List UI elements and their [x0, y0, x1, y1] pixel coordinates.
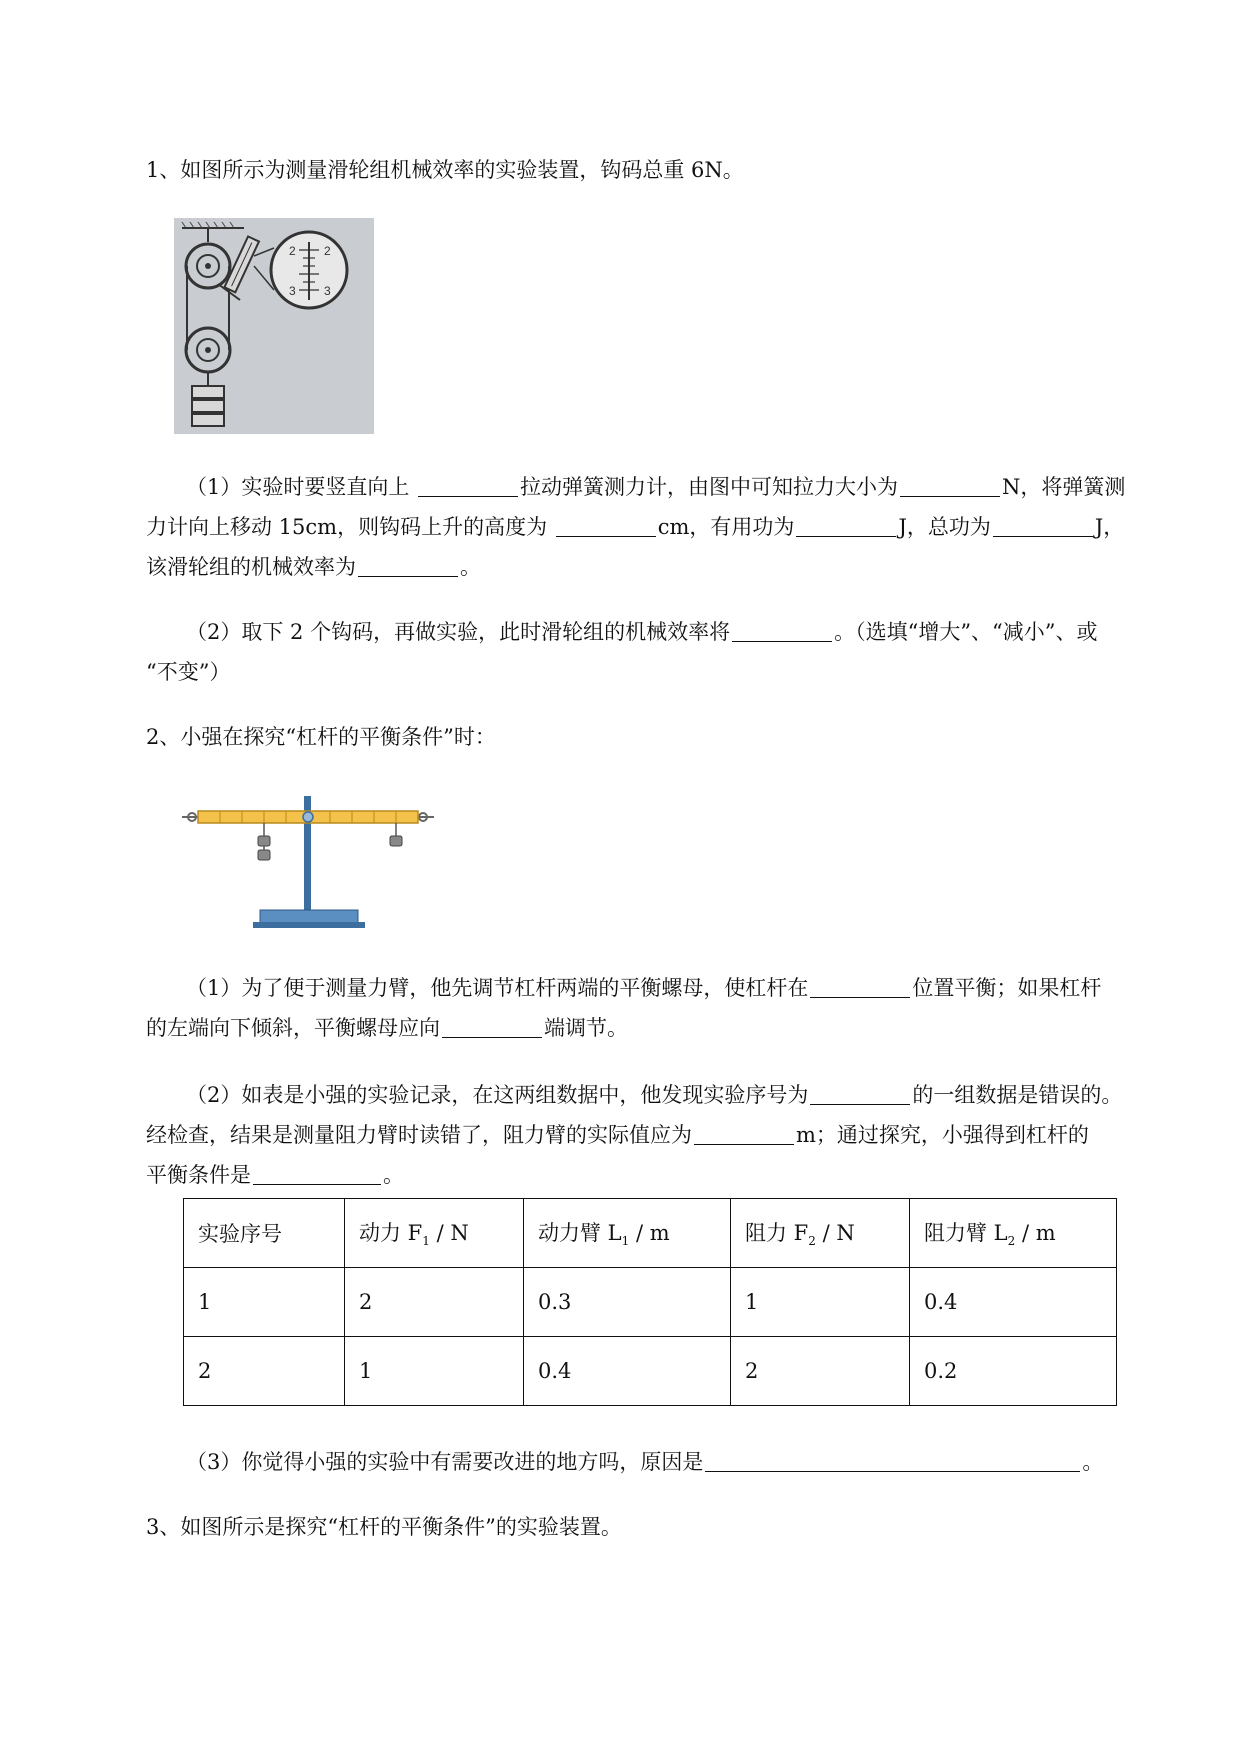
q1-title: 1、如图所示为测量滑轮组机械效率的实验装置，钩码总重 6N。 [146, 158, 744, 182]
text: 该滑轮组的机械效率为 [146, 555, 356, 579]
q2-title: 2、小强在探究“杠杆的平衡条件”时： [146, 725, 496, 749]
q1-part2-line1 [186, 617, 1098, 647]
table-cell: 1 [184, 1268, 345, 1337]
q2-part2-line3 [146, 1160, 404, 1190]
text: 。 [1082, 1450, 1104, 1474]
q2-part2-line2 [146, 1120, 1089, 1150]
lever-figure [178, 790, 440, 938]
answer-blank[interactable] [993, 516, 1093, 537]
answer-blank[interactable] [442, 1017, 542, 1038]
table-cell: 1 [731, 1268, 910, 1337]
table-row [184, 1268, 1117, 1337]
text: （1）为了便于测量力臂，他先调节杠杆两端的平衡螺母，使杠杆在 [186, 976, 809, 1000]
q1-part1-line3 [146, 552, 481, 582]
answer-blank[interactable] [705, 1451, 1080, 1472]
table-header-cell: 动力臂 $L_1$ / m [524, 1199, 731, 1268]
answer-blank[interactable] [810, 977, 910, 998]
text: 端调节。 [544, 1016, 628, 1040]
text: 位置平衡；如果杠杆 [912, 976, 1102, 1000]
scale-label: 2 [324, 244, 331, 258]
q3-title: 3、如图所示是探究“杠杆的平衡条件”的实验装置。 [146, 1515, 622, 1539]
text: 力计向上移动 15cm，则钩码上升的高度为 [146, 515, 554, 539]
text: J，总功为 [898, 515, 991, 539]
text: “不变”） [146, 660, 231, 684]
scale-label: 3 [324, 284, 331, 298]
scale-label: 3 [289, 284, 296, 298]
answer-blank[interactable] [810, 1084, 910, 1105]
table-cell: 2 [184, 1337, 345, 1406]
answer-blank[interactable] [796, 516, 896, 537]
answer-blank[interactable] [418, 476, 518, 497]
text: 。（选填“增大”、“减小”、或 [834, 620, 1098, 644]
text: （3）你觉得小强的实验中有需要改进的地方吗，原因是 [186, 1450, 704, 1474]
experiment-table [183, 1198, 1117, 1406]
q1-part1-line1 [186, 472, 1125, 502]
table-header-cell: 阻力臂 $L_2$ / m [910, 1199, 1117, 1268]
text: 的左端向下倾斜，平衡螺母应向 [146, 1016, 440, 1040]
q1-part2-line2 [146, 657, 230, 687]
text: 。 [460, 555, 481, 579]
table-cell: 2 [345, 1268, 524, 1337]
answer-blank[interactable] [732, 621, 832, 642]
q2-part1-line1 [186, 973, 1101, 1003]
table-header-cell: 实验序号 [184, 1199, 345, 1268]
answer-blank[interactable] [253, 1164, 381, 1185]
table-cell: 0.4 [910, 1268, 1117, 1337]
text: 拉动弹簧测力计，由图中可知拉力大小为 [520, 475, 899, 499]
q2-part3-line1 [186, 1447, 1103, 1477]
answer-blank[interactable] [694, 1124, 794, 1145]
q2-part1-line2 [146, 1013, 628, 1043]
table-cell: 0.2 [910, 1337, 1117, 1406]
text: 平衡条件是 [146, 1163, 251, 1187]
table-row [184, 1337, 1117, 1406]
text: cm，有用功为 [657, 515, 795, 539]
text: N，将弹簧测 [1002, 475, 1126, 499]
text: J， [1094, 515, 1125, 539]
text: （2）取下 2 个钩码，再做实验，此时滑轮组的机械效率将 [186, 620, 731, 644]
text: （2）如表是小强的实验记录，在这两组数据中，他发现实验序号为 [186, 1083, 809, 1107]
text: 的一组数据是错误的。 [912, 1083, 1123, 1107]
q2-part2-line1 [186, 1080, 1122, 1110]
answer-blank[interactable] [358, 556, 458, 577]
answer-blank[interactable] [900, 476, 1000, 497]
table-header-cell: 阻力 $F_2$ / N [731, 1199, 910, 1268]
table-cell: 0.3 [524, 1268, 731, 1337]
text: 经检查，结果是测量阻力臂时读错了，阻力臂的实际值应为 [146, 1123, 692, 1147]
q1-part1-line2 [146, 512, 1124, 542]
text: m；通过探究，小强得到杠杆的 [796, 1123, 1089, 1147]
table-header-row [184, 1199, 1117, 1268]
table-header-cell: 动力 $F_1$ / N [345, 1199, 524, 1268]
table-cell: 0.4 [524, 1337, 731, 1406]
scale-label: 2 [289, 244, 296, 258]
table-cell: 2 [731, 1337, 910, 1406]
pulley-figure [174, 218, 374, 434]
text: 。 [383, 1163, 404, 1187]
text: （1）实验时要竖直向上 [186, 475, 417, 499]
table-cell: 1 [345, 1337, 524, 1406]
answer-blank[interactable] [556, 516, 656, 537]
